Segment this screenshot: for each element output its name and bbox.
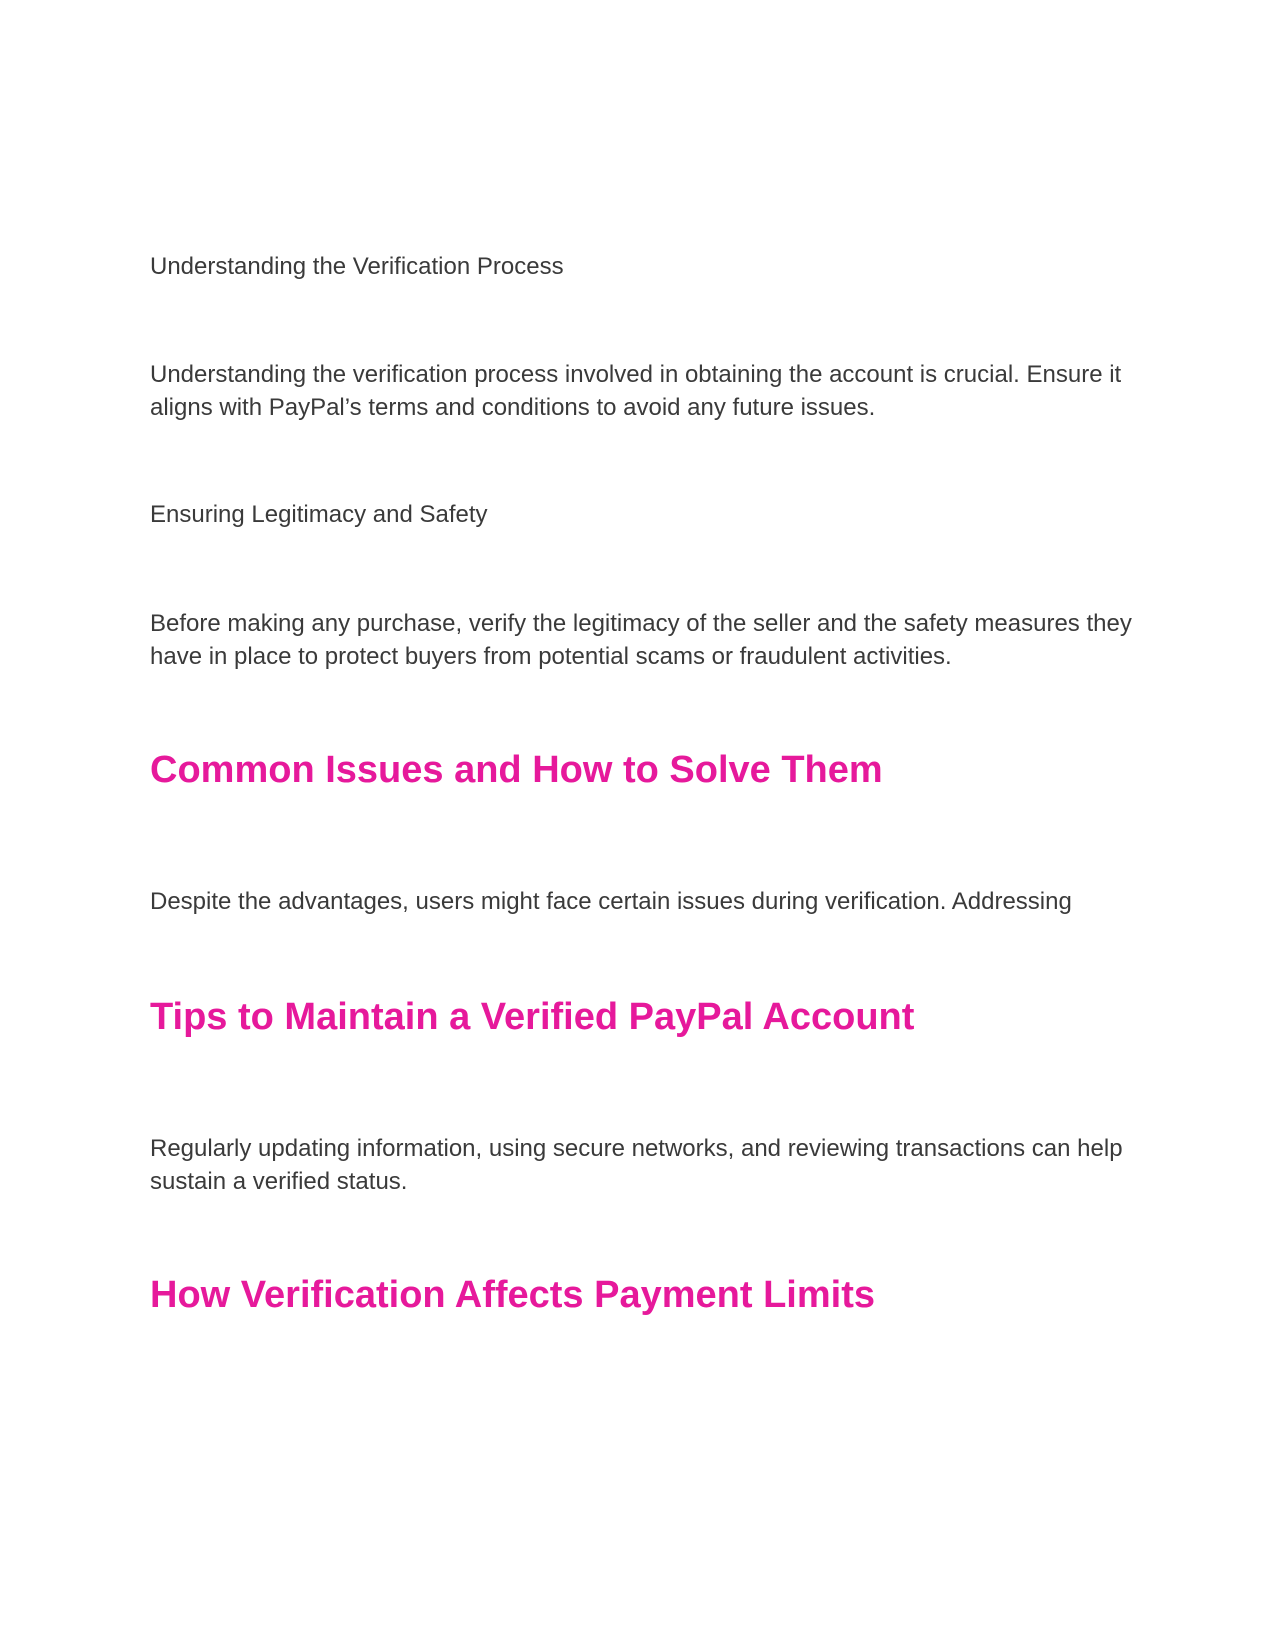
paragraph-legitimacy-safety: Before making any purchase, verify the legitimacy of the seller and the safety measures they have in place to protect buyers from potential scams or fraudulent activities. — [150, 610, 1132, 670]
heading-common-issues: Common Issues and How to Solve Them — [150, 749, 883, 791]
subheading-legitimacy-safety: Ensuring Legitimacy and Safety — [150, 501, 488, 528]
paragraph-verification-process: Understanding the verification process involved in obtaining the account is crucial. Ensure it aligns with PayPal’s terms and conditions to avoid any future issues. — [150, 361, 1122, 421]
heading-maintain-verified-account: Tips to Maintain a Verified PayPal Account — [150, 996, 915, 1038]
subheading-verification-process: Understanding the Verification Process — [150, 253, 564, 280]
heading-payment-limits: How Verification Affects Payment Limits — [150, 1274, 875, 1316]
paragraph-maintain-verified-account: Regularly updating information, using secure networks, and reviewing transactions can help sustain a verified status. — [150, 1135, 1123, 1195]
paragraph-common-issues: Despite the advantages, users might face certain issues during verification. Addressing — [150, 888, 1072, 915]
